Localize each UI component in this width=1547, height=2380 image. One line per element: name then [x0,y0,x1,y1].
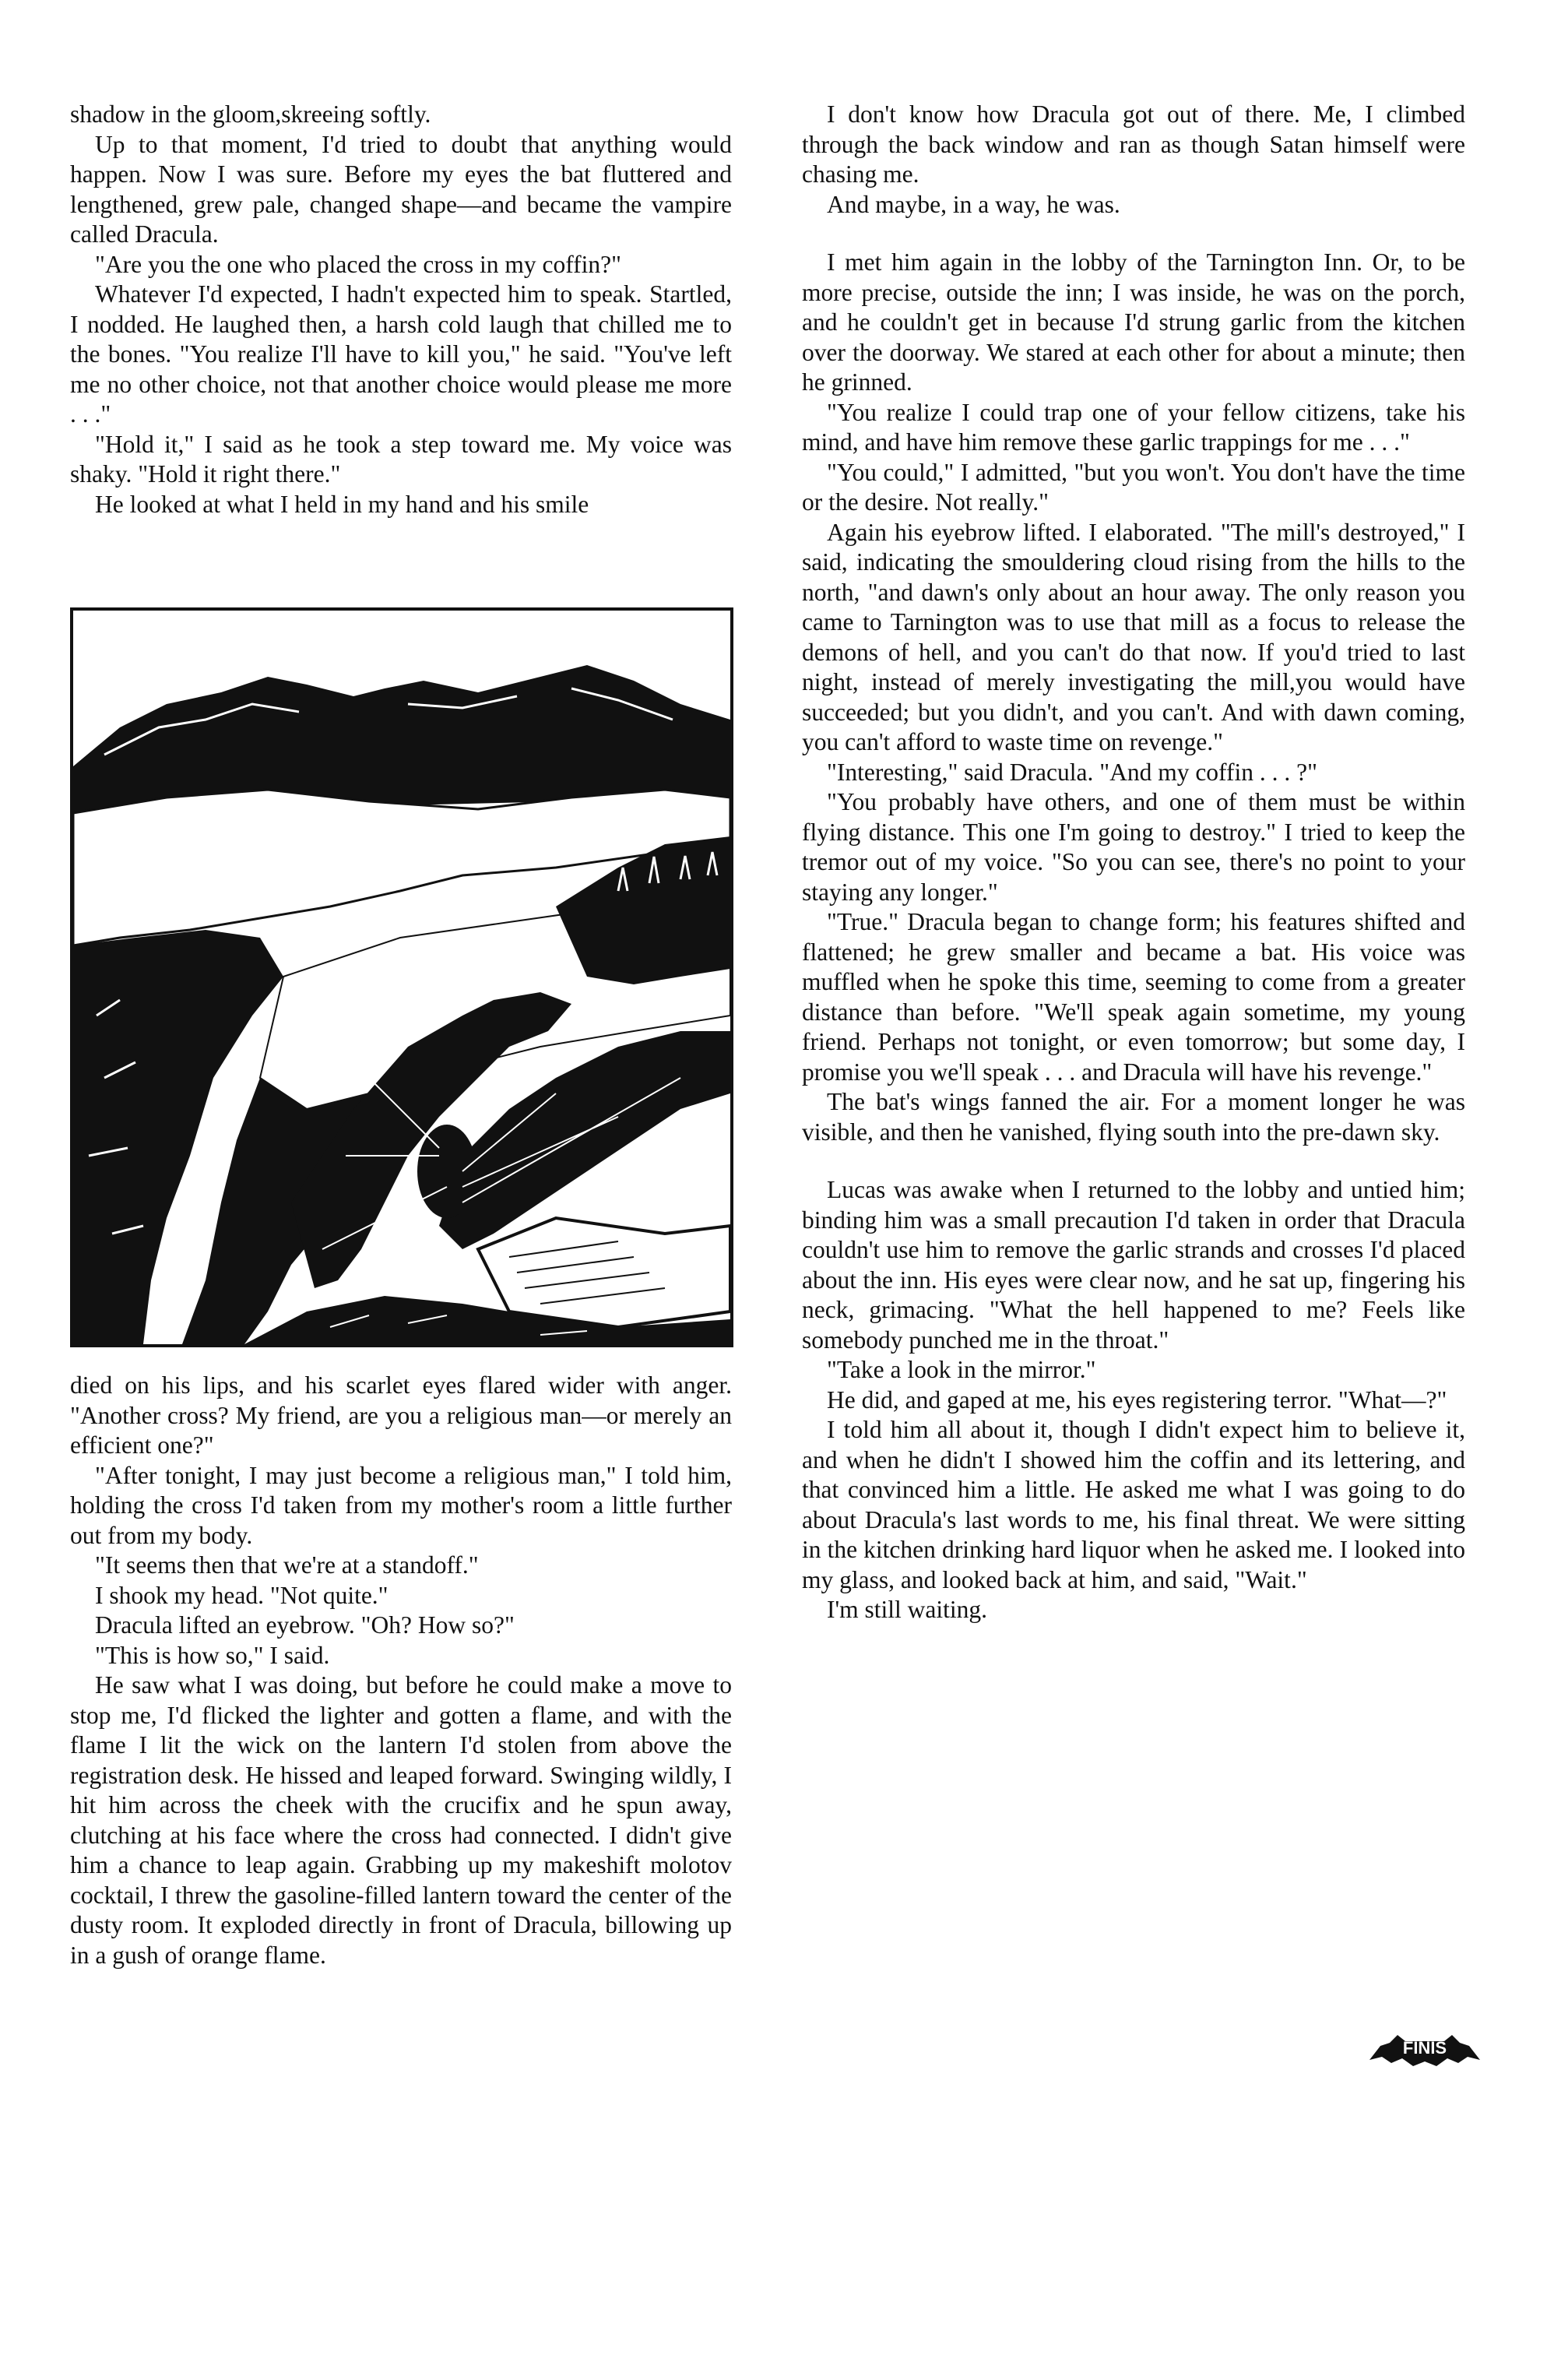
left-column-bottom [70,1371,732,1970]
right-paragraph: "Take a look in the mirror." [827,1356,1096,1383]
left-bottom-paragraph: I shook my head. "Not quite." [95,1581,389,1609]
left-top-paragraph: Up to that moment, I'd tried to doubt that anything would happen. Now I was sure. Before my eyes the bat fluttered and lengthened, grew pale, changed shape—and became the vampire called Dracula. [70,130,732,248]
right-paragraph: I'm still waiting. [827,1596,988,1623]
section-break [802,220,1465,248]
right-paragraph: He did, and gaped at me, his eyes registering terror. "What—?" [827,1385,1447,1414]
right-column [802,100,1465,1625]
finis-bat-logo [1366,2029,1483,2075]
left-top-paragraph: shadow in the gloom,skreeing softly. [70,100,431,128]
left-bottom-paragraph: He saw what I was doing, but before he could make a move to stop me, I'd flicked the lighter and gotten a flame, and with the flame I lit the wick on the lantern I'd stolen from above the registration desk. He hissed and leaped forward. Swinging wildly, I hit him across the cheek with the crucifix and he spun away, clutching at his face where the cross had connected. I didn't give him a chance to leap again. Grabbing up my makeshift molotov cocktail, I threw the gasoline-filled lantern toward the center of the dusty room. It exploded directly in front of Dracula, billowing up in a gush of orange flame. [70,1671,732,1969]
left-column-top [70,100,732,519]
right-paragraph: I don't know how Dracula got out of there. Me, I climbed through the back window and ran as though Satan himself were chasing me. [802,100,1465,188]
right-paragraph: "You realize I could trap one of your fellow citizens, take his mind, and have him remove these garlic trappings for me . . ." [802,398,1465,456]
left-bottom-paragraph: "After tonight, I may just become a religious man," I told him, holding the cross I'd taken from my mother's room a little further out from my body. [70,1461,732,1549]
left-top-paragraph: "Hold it," I said as he took a step toward me. My voice was shaky. "Hold it right there." [70,430,732,488]
section-break [802,1147,1465,1175]
right-paragraph: "You could," I admitted, "but you won't. You don't have the time or the desire. Not really." [802,458,1465,516]
right-paragraph: "Interesting," said Dracula. "And my coffin . . . ?" [827,758,1317,786]
left-top-paragraph: He looked at what I held in my hand and his smile [95,490,589,518]
bat-landscape-drawing [73,611,730,1344]
illustration-bat-over-mountains [70,607,733,1347]
left-bottom-paragraph: "This is how so," I said. [95,1641,330,1669]
right-paragraph: The bat's wings fanned the air. For a moment longer he was visible, and then he vanished, flying south into the pre-dawn sky. [802,1088,1465,1146]
left-bottom-paragraph: "It seems then that we're at a standoff." [95,1551,479,1579]
left-bottom-paragraph: died on his lips, and his scarlet eyes flared wider with anger. "Another cross? My friend, are you a religious man—or merely an efficient one?" [70,1371,732,1459]
right-paragraph: And maybe, in a way, he was. [827,190,1120,218]
right-paragraph: Again his eyebrow lifted. I elaborated. "The mill's destroyed," I said, indicating the smouldering cloud rising from the hills to the north, "and dawn's only about an hour away. The only reason you came to Tarnington was to use that mill as a focus to release the demons of hell, and you can't do that now. If you'd tried to last night, instead of merely investigating the mill,you would have succeeded; but you didn't, and you can't. And with dawn coming, you can't afford to waste time on revenge." [802,518,1465,755]
right-paragraph: Lucas was awake when I returned to the lobby and untied him; binding him was a small precaution I'd taken in order that Dracula couldn't use him to remove the garlic strands and crosses I'd placed about the inn. His eyes were clear now, and he sat up, fingering his neck, grimacing. "What the hell happened to me? Feels like somebody punched me in the throat." [802,1176,1465,1354]
left-top-paragraph: "Are you the one who placed the cross in my coffin?" [95,250,621,278]
right-paragraph: I told him all about it, though I didn't expect him to believe it, and when he didn't I showed him the coffin and its lettering, and that convinced him a little. He asked me what I was going to do about Dracula's last words to me, his final threat. We were sitting in the kitchen drinking hard liquor when he asked me. I looked into my glass, and looked back at him, and said, "Wait." [802,1416,1465,1593]
left-top-paragraph: Whatever I'd expected, I hadn't expected him to speak. Startled, I nodded. He laughed then, a harsh cold laugh that chilled me to the bones. "You realize I'll have to kill you," he said. "You've left me no other choice, not that another choice would please me more . . ." [70,280,732,428]
right-paragraph: "True." Dracula began to change form; his features shifted and flattened; he grew smaller and became a bat. His voice was muffled when he spoke this time, seeming to come from a greater distance than before. "We'll speak again sometime, my young friend. Perhaps not tonight, or even tomorrow; but some day, I promise you we'll speak . . . and Dracula will have his revenge." [802,908,1465,1086]
right-paragraph: "You probably have others, and one of them must be within flying distance. This one I'm going to destroy." I tried to keep the tremor out of my voice. "So you can see, there's no point to your staying any longer." [802,788,1465,906]
left-bottom-paragraph: Dracula lifted an eyebrow. "Oh? How so?" [95,1611,515,1639]
right-paragraph: I met him again in the lobby of the Tarnington Inn. Or, to be more precise, outside the inn; I was inside, he was on the porch, and he couldn't get in because I'd strung garlic from the kitchen over the doorway. We stared at each other for about a minute; then he grinned. [802,248,1465,396]
finis-label: FINIS [1402,2038,1447,2058]
